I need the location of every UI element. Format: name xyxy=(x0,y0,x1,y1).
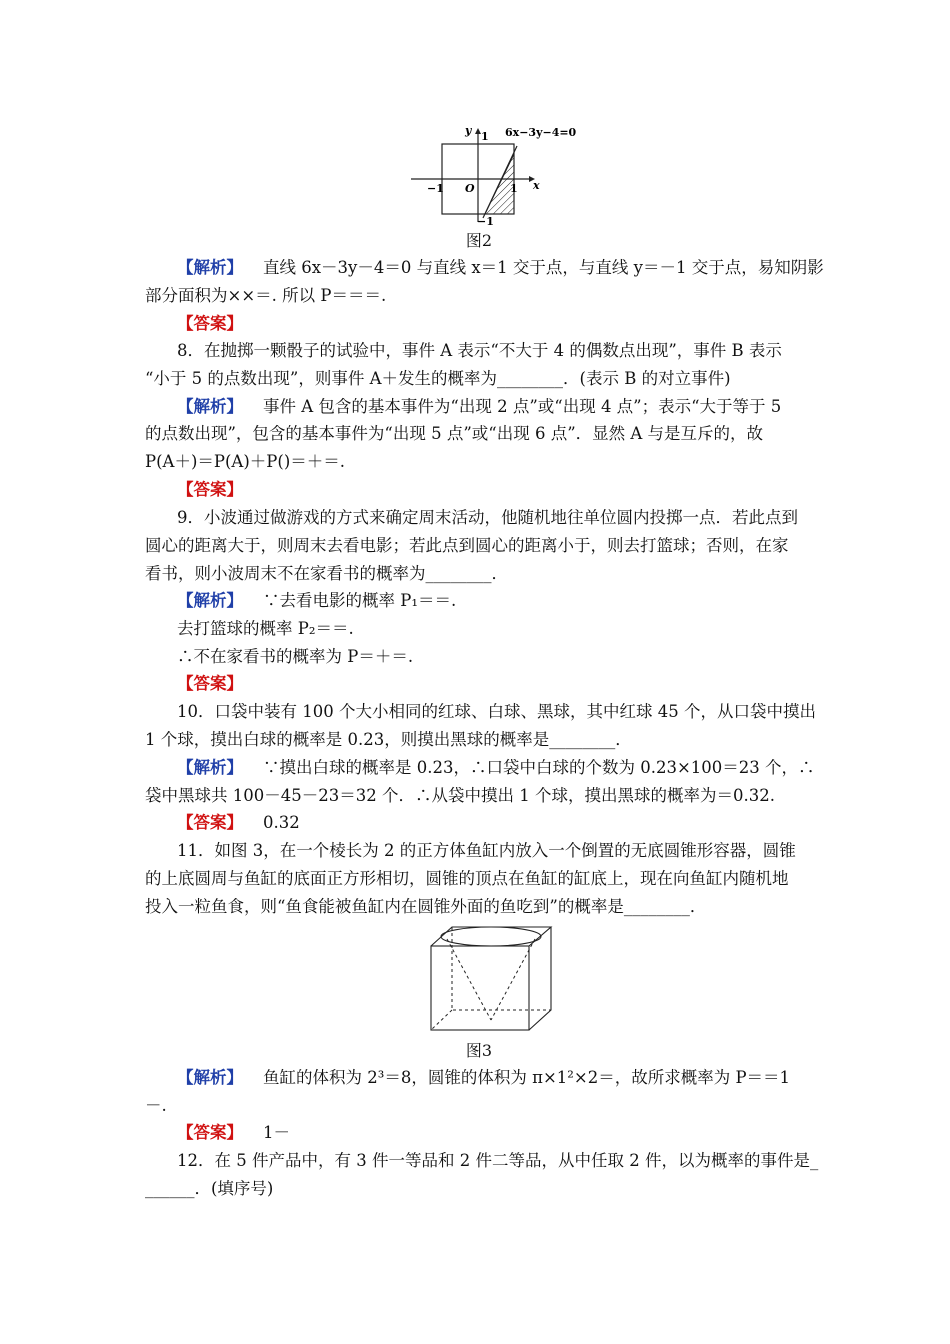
jiexi-tag: 【解析】 xyxy=(177,1068,243,1087)
q9-question-line1: 9．小波通过做游戏的方式来确定周末活动，他随机地往单位圆内投掷一点．若此点到 xyxy=(177,508,798,527)
cone-side-right xyxy=(491,939,535,1020)
q9-question-line3: 看书，则小波周末不在家看书的概率为________． xyxy=(145,564,508,583)
daan-tag: 【答案】 xyxy=(177,480,243,499)
q12-question-line1: 12．在 5 件产品中，有 3 件一等品和 2 件二等品，从中任取 2 件，以为概率的事件是_ xyxy=(177,1151,819,1170)
q8-jiexi-line2: 的点数出现”，包含的基本事件为“出现 5 点”或“出现 6 点”．显然 A 与是互斥的，故 xyxy=(145,424,764,443)
q7-jiexi-line2: 部分面积为××＝. 所以 P＝＝＝. xyxy=(145,286,387,305)
tick-1-right: 1 xyxy=(510,182,518,195)
figure-2-graph xyxy=(405,118,585,228)
q9-question-line2: 圆心的距离大于，则周末去看电影；若此点到圆心的距离小于，则去打篮球；否则，在家 xyxy=(145,536,789,555)
q10-jiexi-line2: 袋中黑球共 100－45－23＝32 个．∴从袋中摸出 1 个球，摸出黑球的概率为＝0.32. xyxy=(145,786,775,805)
q11-jiexi-line2: －. xyxy=(145,1096,167,1115)
q8-question-line1: 8．在抛掷一颗骰子的试验中，事件 A 表示“不大于 4 的偶数点出现”，事件 B 表示 xyxy=(177,341,782,360)
q11-answer: 1－ xyxy=(263,1123,290,1142)
q11-jiexi-text1: 鱼缸的体积为 2³＝8，圆锥的体积为 π×1²×2＝，故所求概率为 P＝＝1 xyxy=(263,1068,791,1087)
cube-front-face xyxy=(431,946,529,1030)
jiexi-tag: 【解析】 xyxy=(177,758,243,777)
q11-jiexi-line1 xyxy=(177,1067,790,1089)
q10-question-line1: 10．口袋中装有 100 个大小相同的红球、白球、黑球，其中红球 45 个，从口袋中摸出 xyxy=(177,702,816,721)
jiexi-tag: 【解析】 xyxy=(177,397,243,416)
figure-2-caption: 图2 xyxy=(465,231,493,250)
figure-3-caption: 图3 xyxy=(465,1041,493,1060)
q8-daan-line xyxy=(177,479,243,501)
q10-jiexi-text1: ∵摸出白球的概率是 0.23，∴口袋中白球的个数为 0.23×100＝23 个，∴ xyxy=(263,758,815,777)
q8-jiexi-line3: P(A＋)＝P(A)＋P()＝＋＝. xyxy=(145,452,346,471)
jiexi-tag: 【解析】 xyxy=(177,258,243,277)
q11-question-line3: 投入一粒鱼食，则“鱼食能被鱼缸内在圆锥外面的鱼吃到”的概率是________． xyxy=(145,897,707,916)
q10-question-line2: 1 个球，摸出白球的概率是 0.23，则摸出黑球的概率是________． xyxy=(145,730,632,749)
q8-jiexi-text1: 事件 A 包含的基本事件为“出现 2 点”或“出现 4 点”；表示“大于等于 5 xyxy=(263,397,782,416)
q11-question-line2: 的上底圆周与鱼缸的底面正方形相切，圆锥的顶点在鱼缸的缸底上，现在向鱼缸内随机地 xyxy=(145,869,789,888)
tick-neg1-left: −1 xyxy=(427,182,444,195)
cone-top-ellipse xyxy=(441,927,541,946)
equation-label: 6x−3y−4=0 xyxy=(505,126,577,139)
q9-daan-line xyxy=(177,673,243,695)
daan-tag: 【答案】 xyxy=(177,813,243,832)
figure-3-cube-cone xyxy=(422,922,562,1034)
cube-hidden-edge-diag xyxy=(431,1010,452,1030)
tick-1-top: 1 xyxy=(481,130,489,143)
y-axis-label: y xyxy=(465,124,472,137)
q7-jiexi-line1 xyxy=(177,257,824,279)
daan-tag: 【答案】 xyxy=(177,314,243,333)
q11-daan-line xyxy=(177,1122,290,1144)
daan-tag: 【答案】 xyxy=(177,1123,243,1142)
q12-question-line2: ______．(填序号) xyxy=(145,1179,274,1198)
x-axis-label: x xyxy=(533,179,540,192)
q9-jiexi-line3: ∴不在家看书的概率为 P＝＋＝. xyxy=(177,647,414,666)
q8-jiexi-line1 xyxy=(177,396,781,418)
q8-question-line2: “小于 5 的点数出现”，则事件 A＋发生的概率为________．(表示 B 的对立事件) xyxy=(145,369,731,388)
q10-daan-line xyxy=(177,812,300,834)
q11-question-line1: 11．如图 3，在一个棱长为 2 的正方体鱼缸内放入一个倒置的无底圆锥形容器，圆锥 xyxy=(177,841,796,860)
q9-jiexi-line1 xyxy=(177,590,456,612)
cone-side-left xyxy=(447,939,491,1020)
tick-neg1-bottom: −1 xyxy=(477,215,494,228)
q9-jiexi-line2: 去打篮球的概率 P₂＝＝. xyxy=(177,619,354,638)
jiexi-tag: 【解析】 xyxy=(177,591,243,610)
q10-jiexi-line1 xyxy=(177,757,815,779)
q9-jiexi-text1: ∵去看电影的概率 P₁＝＝. xyxy=(263,591,457,610)
q7-daan-line xyxy=(177,313,243,335)
q10-answer: 0.32 xyxy=(263,813,300,832)
q7-jiexi-text1: 直线 6x－3y－4＝0 与直线 x＝1 交于点，与直线 y＝－1 交于点，易知阴影 xyxy=(263,258,824,277)
origin-label: O xyxy=(465,182,475,195)
cube-top-edges xyxy=(431,927,551,946)
daan-tag: 【答案】 xyxy=(177,674,243,693)
